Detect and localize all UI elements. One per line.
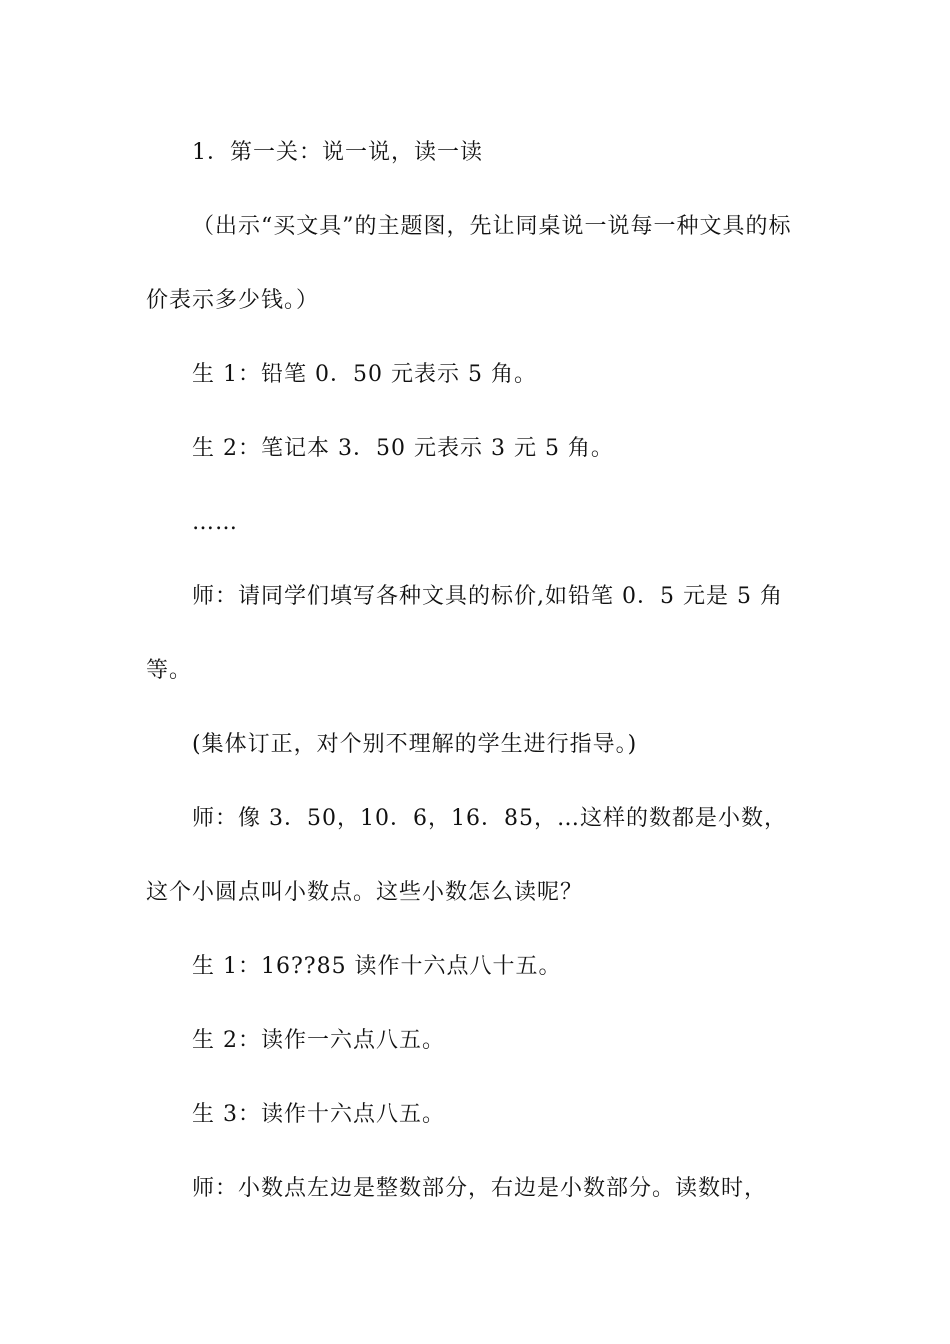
- paragraph-teacher-fill-prices: 师：请同学们填写各种文具的标价,如铅笔 0．5 元是 5 角等。: [146, 584, 783, 683]
- paragraph-student-1-reading: 生 1：16??85 读作十六点八十五。: [192, 954, 562, 979]
- paragraph-teacher-integer-decimal-parts: 师：小数点左边是整数部分，右边是小数部分。读数时，: [192, 1176, 768, 1201]
- paragraph-group-correction: (集体订正，对个别不理解的学生进行指导。): [192, 732, 638, 757]
- paragraph-show-topic-image: （出示“买文具”的主题图，先让同桌说一说每一种文具的标价表示多少钱。）: [146, 214, 792, 313]
- paragraph-ellipsis: ……: [192, 510, 238, 535]
- paragraph-student-2-reading: 生 2：读作一六点八五。: [192, 1028, 445, 1053]
- paragraph-level-one-title: 1．第一关：说一说，读一读: [192, 140, 483, 165]
- paragraph-student-1-pencil: 生 1：铅笔 0．50 元表示 5 角。: [192, 362, 537, 387]
- paragraph-student-2-notebook: 生 2：笔记本 3．50 元表示 3 元 5 角。: [192, 436, 614, 461]
- paragraph-teacher-decimal-intro: 师：像 3．50，10．6，16．85，…这样的数都是小数，这个小圆点叫小数点。这些小数怎么读呢？: [146, 806, 787, 905]
- paragraph-student-3-reading: 生 3：读作十六点八五。: [192, 1102, 445, 1127]
